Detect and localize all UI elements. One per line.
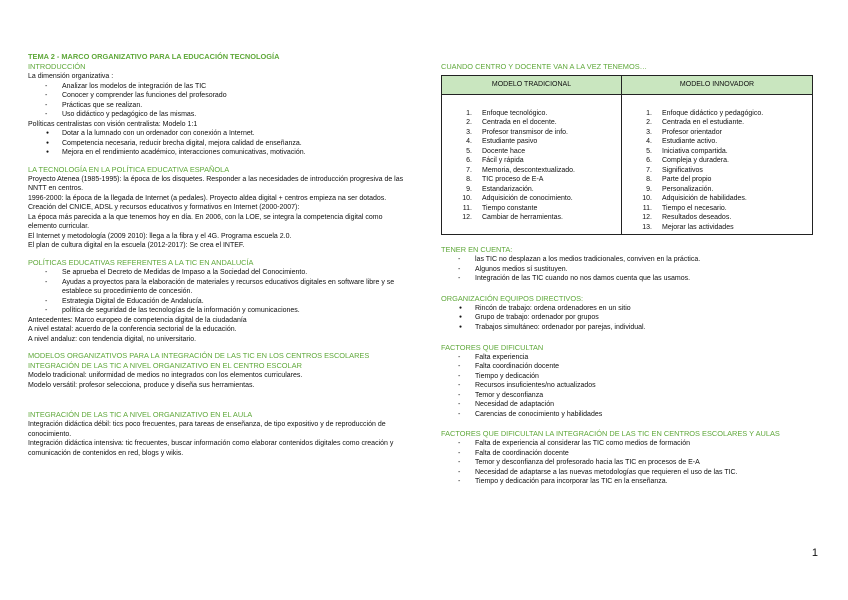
- andalucia-line: Antecedentes: Marco europeo de competencia digital de la ciudadanía: [28, 316, 247, 324]
- intro-heading: INTRODUCCIÓN: [28, 62, 86, 72]
- table-header-innovador: MODELO INNOVADOR: [622, 76, 813, 95]
- cuando-heading: CUANDO CENTRO Y DOCENTE VAN A LA VEZ TENEMOS…: [441, 62, 648, 71]
- list-item: 9. Estandarización.: [466, 185, 534, 193]
- list-item: 4. Estudiante activo.: [646, 138, 718, 146]
- list-item: 5. Iniciativa compartida.: [646, 147, 728, 155]
- list-item: 11. Tiempo constante: [462, 204, 538, 212]
- dificultan-list: [441, 353, 821, 420]
- list-item: - Se aprueba el Decreto de Medidas de Impaso a la Sociedad del Conocimiento.: [28, 268, 413, 278]
- list-item: 7. Significativos: [646, 166, 703, 174]
- tech-line: El plan de cultura digital en la escuela (2012-2017): Se crea el INTEF.: [28, 242, 245, 250]
- right-column: [441, 62, 821, 487]
- list-item: - Necesidad de adaptarse a las nuevas metodologías que requieren el uso de las TIC.: [441, 468, 821, 478]
- page-title: TEMA 2 - MARCO ORGANIZATIVO PARA LA EDUCACIÓN TECNOLOGÍA: [28, 52, 280, 61]
- list-item: - Temor y desconfianza del profesorado hacia las TIC en procesos de E-A: [441, 458, 821, 468]
- list-item: 2. Centrada en el estudiante.: [646, 119, 745, 127]
- aula-line: Integración didáctica débil: tics poco frecuentes, para tareas de enseñanza, de tipo expositivo y de reproducción de conocimiento.: [28, 421, 386, 438]
- innovador-list: [622, 109, 812, 233]
- list-item: ● Rincón de trabajo: ordena ordenadores en un sitio: [441, 304, 821, 314]
- list-item: - las TIC no desplazan a los medios tradicionales, conviven en la práctica.: [441, 255, 821, 265]
- list-item: - Analizar los modelos de integración de las TIC: [28, 82, 413, 92]
- modelos-line: Modelo versátil: profesor selecciona, produce y diseña sus herramientas.: [28, 381, 255, 389]
- list-item: - Algunos medios sí sustituyen.: [441, 265, 821, 275]
- list-item: 3. Profesor transmisor de info.: [466, 128, 568, 136]
- aula-line: Integración didáctica intensiva: tic frecuentes, buscar información como elaborar contenidos digitales como creación y comunicación de contenidos en red, blogs y wikis.: [28, 440, 394, 457]
- list-item: - Carencias de conocimiento y habilidades: [441, 410, 821, 420]
- politicas-list: [28, 129, 413, 158]
- list-item: 10. Adquisición de habilidades.: [642, 195, 747, 203]
- list-item: 12. Cambiar de herramientas.: [462, 214, 563, 222]
- list-item: - Falta de experiencia al considerar las TIC como medios de formación: [441, 439, 821, 449]
- org-list: [28, 82, 413, 120]
- tech-line: 1996-2000: la época de la llegada de Internet (a pedales). Proyecto aldea digital + centros empieza na ser dotados.: [28, 194, 387, 202]
- tech-line: Proyecto Atenea (1985-1995): la época de los disquetes. Responder a las necesidades de introducción progresiva de las NNTT en centros.: [28, 175, 404, 193]
- integracion-heading: FACTORES QUE DIFICULTAN LA INTEGRACIÓN DE LAS TIC EN CENTROS ESCOLARES Y AULAS: [441, 429, 780, 439]
- politicas-label: Políticas centralistas con visión centralista: Modelo 1:1: [28, 120, 198, 128]
- andalucia-heading: POLÍTICAS EDUCATIVAS REFERENTES A LA TIC EN ANDALUCÍA: [28, 257, 254, 267]
- list-item: 6. Fácil y rápida: [466, 157, 524, 165]
- tradicional-list: [442, 109, 621, 223]
- list-item: 13. Mejorar las actividades: [642, 223, 734, 231]
- list-item: 2. Centrada en el docente.: [466, 119, 557, 127]
- andalucia-list: [28, 268, 413, 316]
- equipos-heading: ORGANIZACIÓN EQUIPOS DIRECTIVOS:: [441, 293, 584, 303]
- list-item: ● Competencia necesaria, reducir brecha digital, mejora calidad de enseñanza.: [28, 139, 413, 149]
- tech-heading: LA TECNOLOGÍA EN LA POLÍTICA EDUCATIVA ESPAÑOLA: [28, 164, 230, 174]
- list-item: - Falta coordinación docente: [441, 362, 821, 372]
- tech-line: La época más parecida a la que tenemos hoy en día. En 2006, con la LOE, se integra la competencia digital como elemento curricular.: [28, 213, 383, 231]
- aula-heading: INTEGRACIÓN DE LAS TIC A NIVEL ORGANIZATIVO EN EL AULA: [28, 410, 253, 420]
- org-label: La dimensión organizativa :: [28, 73, 114, 81]
- tech-line: Creación del CNICE, ADSL y recursos educativos y formativos en Internet (2000-2007):: [28, 204, 300, 212]
- tener-list: [441, 255, 821, 284]
- list-item: 8. TIC proceso de E-A: [466, 176, 544, 184]
- list-item: 11. Tiempo el necesario.: [642, 204, 727, 212]
- list-item: - política de seguridad de las tecnologías de la información y comunicaciones.: [28, 306, 413, 316]
- list-item: - Temor y desconfianza: [441, 391, 821, 401]
- list-item: - Integración de las TIC cuando no nos damos cuenta que las usamos.: [441, 274, 821, 284]
- left-column: [28, 52, 413, 458]
- list-item: 7. Memoria, descontextualizado.: [466, 166, 575, 174]
- integracion-list: [441, 439, 821, 487]
- list-item: - Recursos insuficientes/no actualizados: [441, 381, 821, 391]
- models-table: [441, 75, 813, 235]
- list-item: ● Grupo de trabajo: ordenador por grupos: [441, 313, 821, 323]
- innovador-cell: [622, 94, 813, 235]
- list-item: 10. Adquisición de conocimiento.: [462, 195, 573, 203]
- list-item: ● Trabajos simultáneo: ordenador por parejas, individual.: [441, 323, 821, 333]
- tener-heading: TENER EN CUENTA:: [441, 245, 513, 255]
- list-item: 1. Enfoque didáctico y pedagógico.: [646, 109, 764, 117]
- tech-line: El Internet y metodología (2009 2010): llega a la fibra y el 4G. Programa escuela 2.0.: [28, 232, 292, 240]
- table-header-tradicional: MODELO TRADICIONAL: [442, 76, 622, 95]
- page-number: 1: [811, 547, 818, 559]
- list-item: - Estrategia Digital de Educación de Andalucía.: [28, 297, 413, 307]
- list-item: - Necesidad de adaptación: [441, 400, 821, 410]
- list-item: - Falta de coordinación docente: [441, 449, 821, 459]
- list-item: 6. Compleja y duradera.: [646, 157, 729, 165]
- list-item: 8. Parte del propio: [646, 176, 712, 184]
- list-item: - Conocer y comprender las funciones del profesorado: [28, 91, 413, 101]
- list-item: - Uso didáctico y pedagógico de las mismas.: [28, 110, 413, 120]
- andalucia-line: A nivel estatal: acuerdo de la conferencia sectorial de la educación.: [28, 326, 237, 334]
- modelos-heading: MODELOS ORGANIZATIVOS PARA LA INTEGRACIÓN DE LAS TIC EN LOS CENTROS ESCOLARES: [28, 351, 370, 361]
- list-item: - Ayudas a proyectos para la elaboración de materiales y recursos educativos digitales en software libre y se establece su procedimiento de concesión.: [28, 278, 413, 297]
- list-item: 3. Profesor orientador: [646, 128, 722, 136]
- list-item: - Tiempo y dedicación para incorporar las TIC en la enseñanza.: [441, 477, 821, 487]
- list-item: 5. Docente hace: [466, 147, 526, 155]
- andalucia-line: A nivel andaluz: con tendencia digital, no universitario.: [28, 335, 197, 343]
- dificultan-heading: FACTORES QUE DIFICULTAN: [441, 342, 544, 352]
- list-item: 12. Resultados deseados.: [642, 214, 732, 222]
- list-item: ● Dotar a la lumnado con un ordenador con conexión a Internet.: [28, 129, 413, 139]
- list-item: ● Mejora en el rendimiento académico, interacciones comunicativas, motivación.: [28, 148, 413, 158]
- list-item: 4. Estudiante pasivo: [466, 138, 538, 146]
- tradicional-cell: [442, 94, 622, 235]
- list-item: - Falta experiencia: [441, 353, 821, 363]
- modelos-line: Modelo tradicional: uniformidad de medios no integrados con los elementos curriculares.: [28, 372, 303, 380]
- list-item: - Tiempo y dedicación: [441, 372, 821, 382]
- modelos-subheading: INTEGRACIÓN DE LAS TIC A NIVEL ORGANIZATIVO EN EL CENTRO ESCOLAR: [28, 361, 302, 371]
- list-item: 9. Personalización.: [646, 185, 714, 193]
- equipos-list: [441, 304, 821, 333]
- list-item: 1. Enfoque tecnológico.: [466, 109, 548, 117]
- list-item: - Prácticas que se realizan.: [28, 101, 413, 111]
